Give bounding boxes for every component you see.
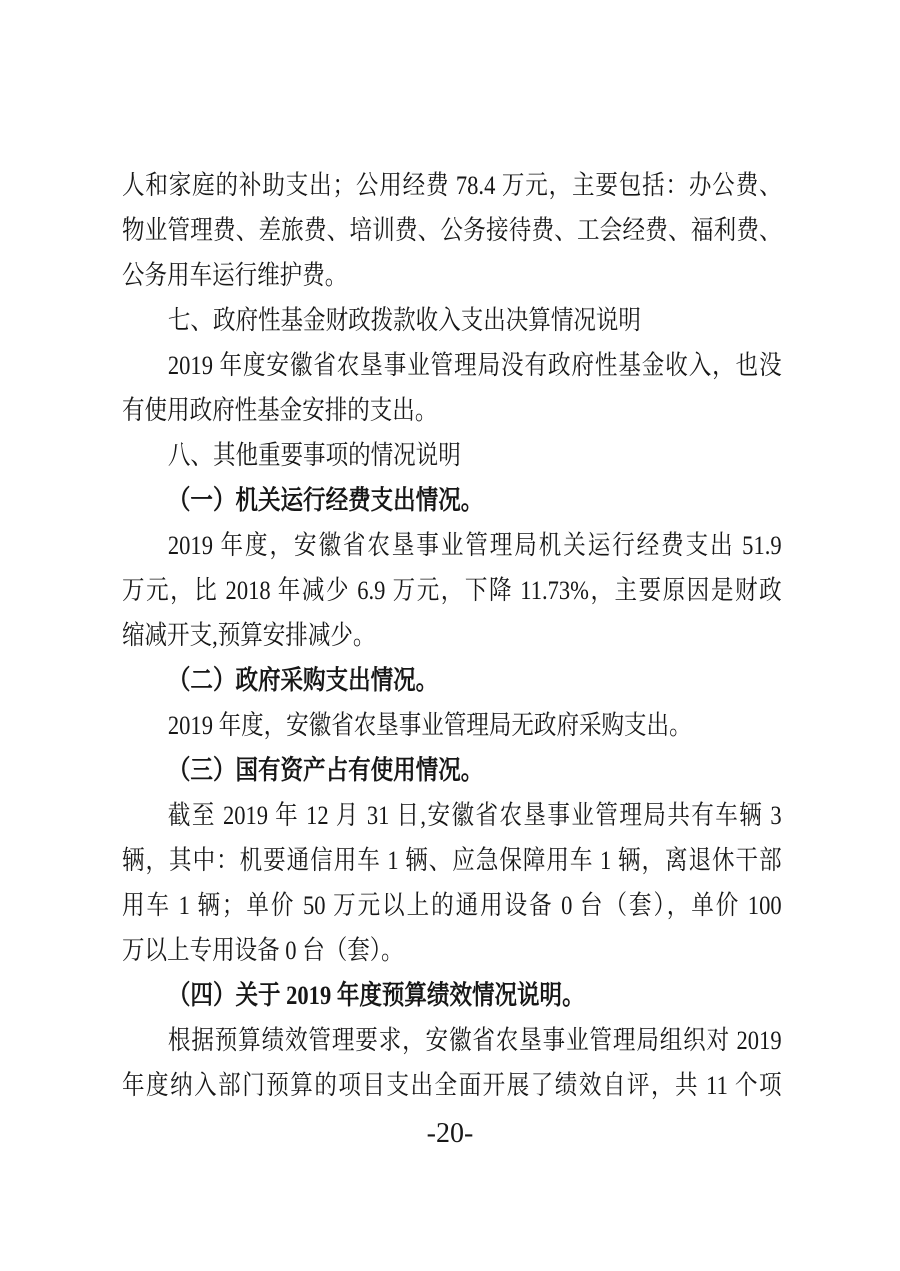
text-line: 八、其他重要事项的情况说明 — [167, 440, 461, 470]
text-line: 万以上专用设备 0 台（套）。 — [122, 935, 404, 965]
text-line: 缩减开支,预算安排减少。 — [122, 620, 376, 650]
text-line: 有使用政府性基金安排的支出。 — [122, 395, 438, 425]
text-line: 2019 年度，安徽省农垦事业管理局无政府采购支出。 — [167, 710, 692, 740]
text-line: 辆，其中：机要通信用车 1 辆、应急保障用车 1 辆，离退休干部 — [122, 845, 782, 875]
text-line: 人和家庭的补助支出；公用经费 78.4 万元，主要包括：办公费、 — [122, 170, 782, 200]
text-line: 根据预算绩效管理要求，安徽省农垦事业管理局组织对 2019 — [167, 1025, 782, 1055]
text-line: （二）政府采购支出情况。 — [167, 665, 439, 695]
text-block — [122, 163, 782, 1108]
text-line: 万元，比 2018 年减少 6.9 万元，下降 11.73%，主要原因是财政 — [122, 575, 782, 605]
text-line: （一）机关运行经费支出情况。 — [167, 485, 484, 515]
text-line: 用车 1 辆；单价 50 万元以上的通用设备 0 台（套），单价 100 — [122, 890, 782, 920]
text-line: 公务用车运行维护费。 — [122, 260, 348, 290]
text-line: （三）国有资产占有使用情况。 — [167, 755, 484, 785]
text-line: 2019 年度安徽省农垦事业管理局没有政府性基金收入，也没 — [167, 350, 782, 380]
text-line: 七、政府性基金财政拨款收入支出决算情况说明 — [167, 305, 641, 335]
page-number: -20- — [426, 1118, 474, 1149]
text-line: 物业管理费、差旅费、培训费、公务接待费、工会经费、福利费、 — [122, 215, 782, 245]
text-line: 2019 年度，安徽省农垦事业管理局机关运行经费支出 51.9 — [167, 530, 782, 560]
text-line: 年度纳入部门预算的项目支出全面开展了绩效自评，共 11 个项 — [122, 1070, 782, 1100]
text-line: 截至 2019 年 12 月 31 日,安徽省农垦事业管理局共有车辆 3 — [167, 800, 782, 830]
text-line: （四）关于 2019 年度预算绩效情况说明。 — [167, 980, 585, 1010]
